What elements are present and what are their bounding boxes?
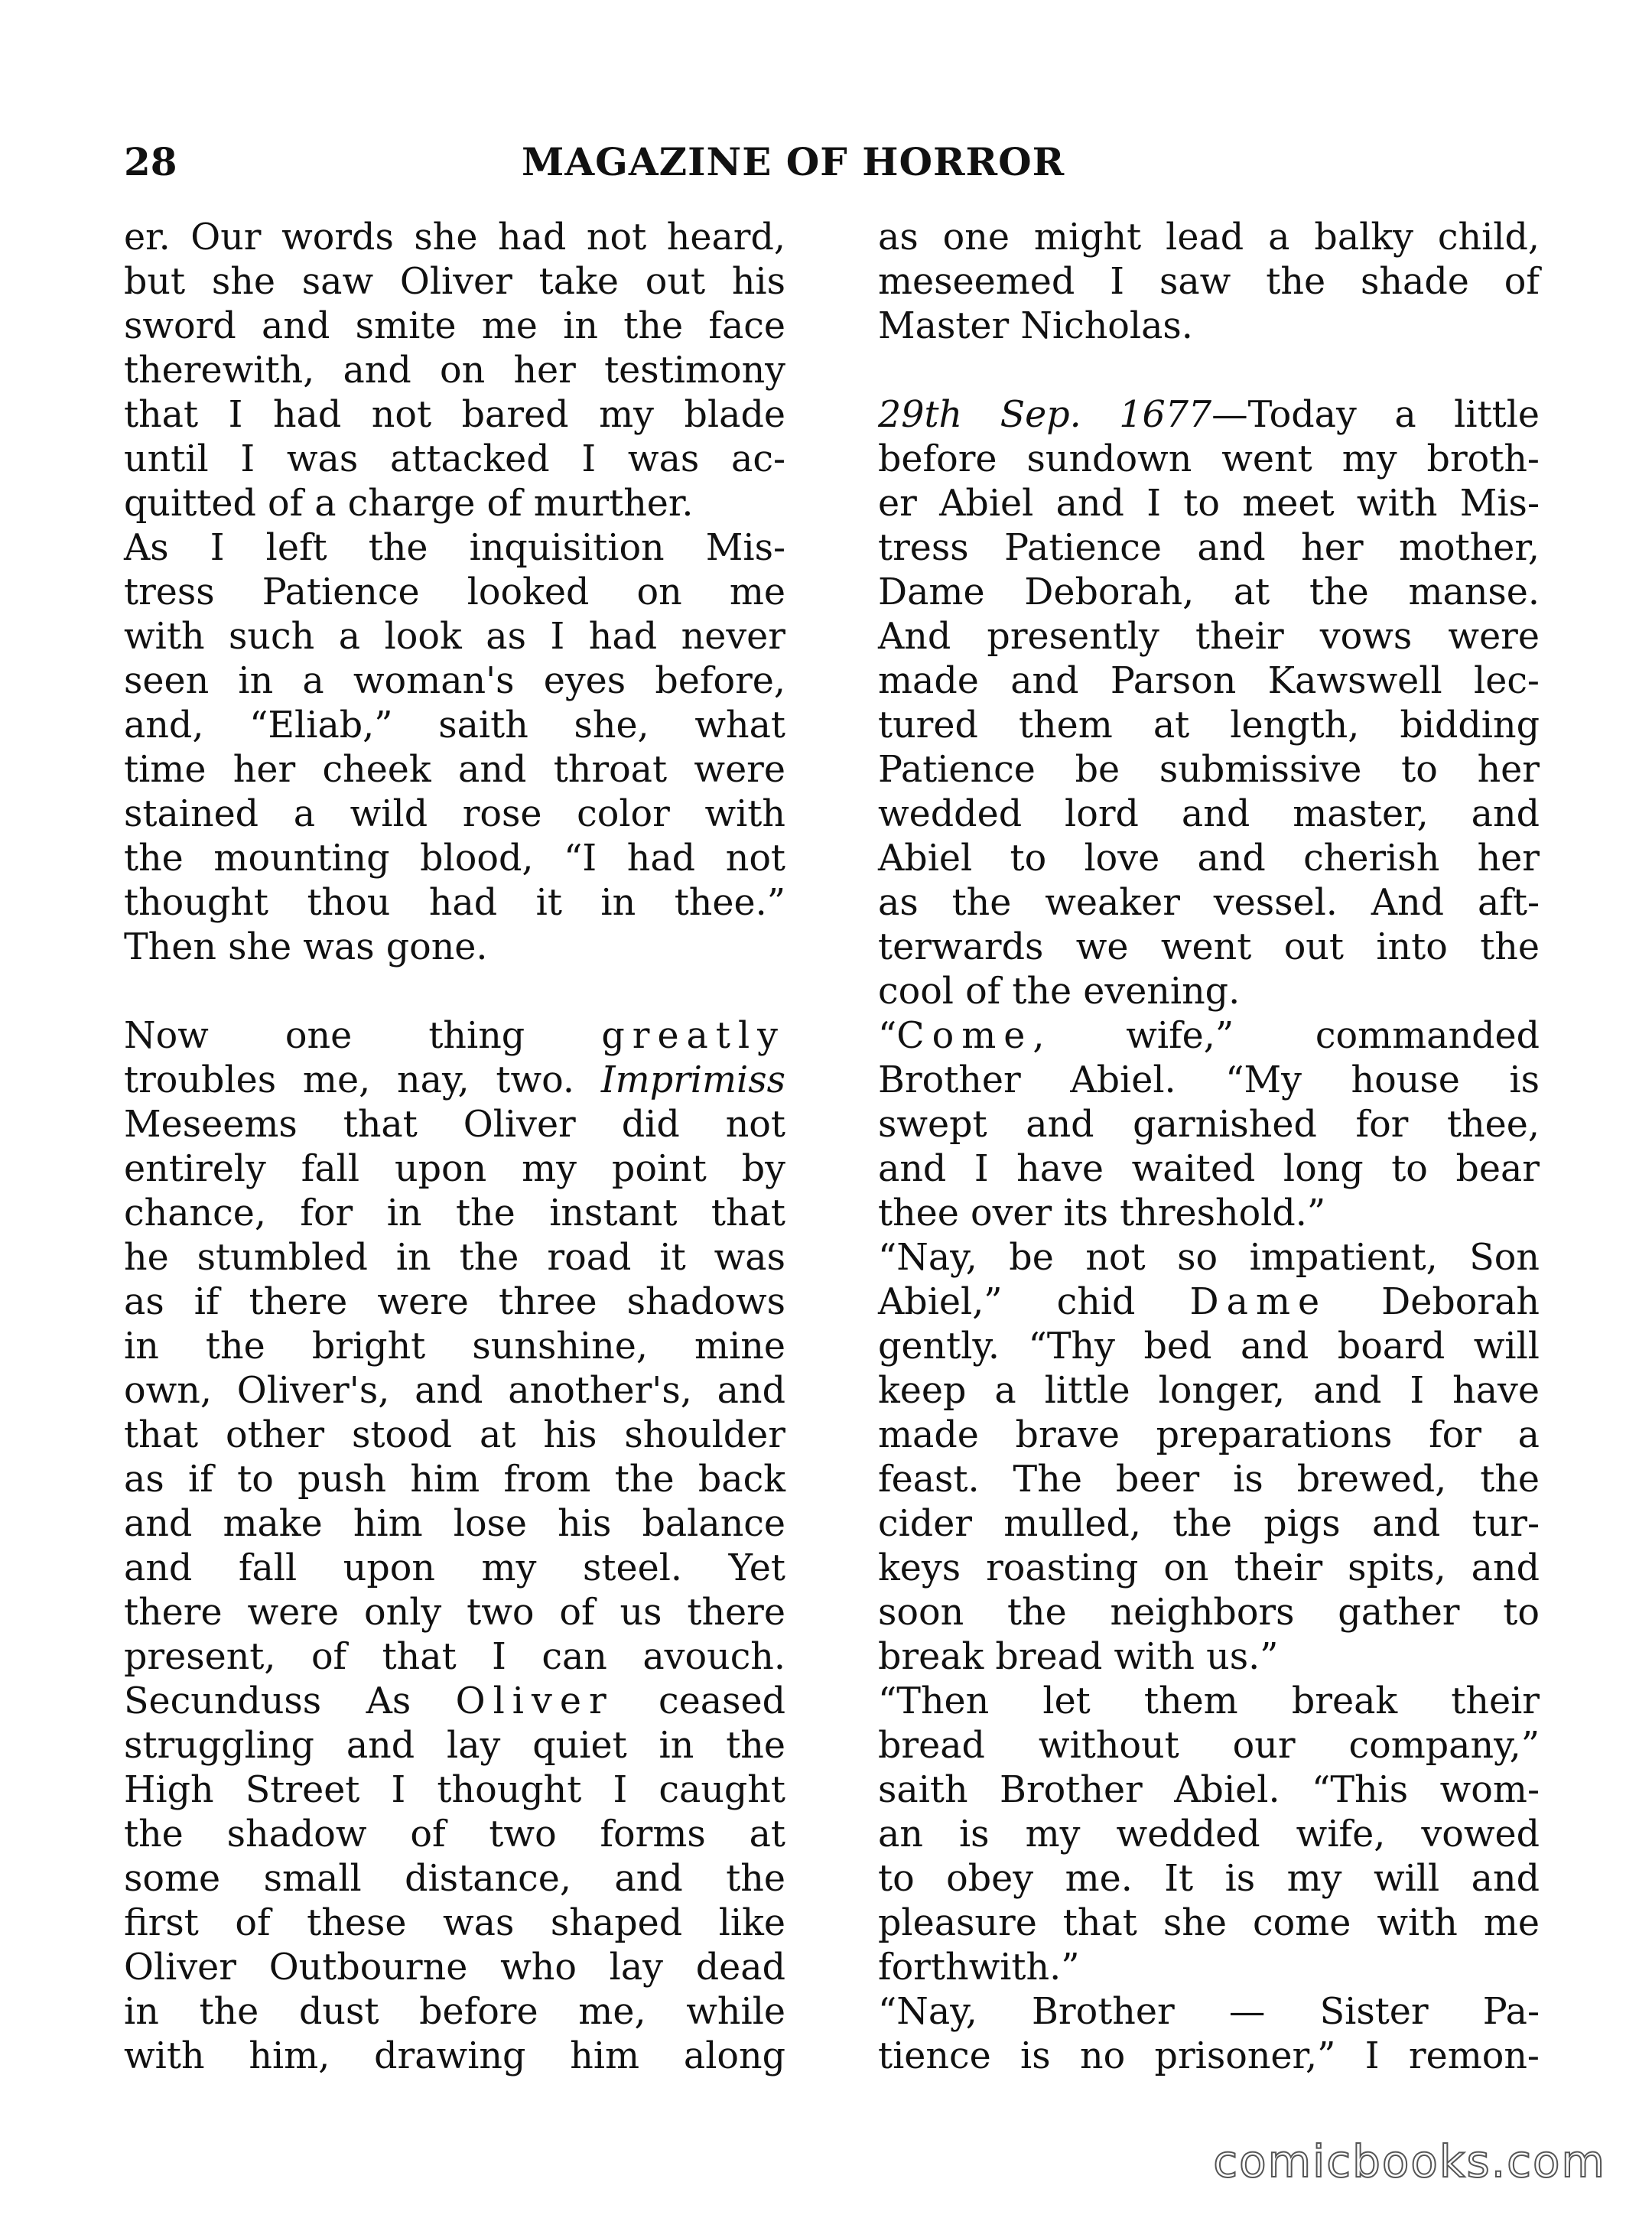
text-line: keep a little longer, and I have [878,1370,1540,1412]
text-line: cool of the evening. [878,971,1241,1013]
text-line: keys roasting on their spits, and [878,1547,1540,1589]
text-line: an is my wedded wife, vowed [878,1813,1540,1855]
text-line: that I had not bared my blade [124,394,785,436]
text-line: terwards we went out into the [878,926,1540,968]
text-line: Oliver Outbourne who lay dead [124,1946,785,1989]
text-line: and, “Eliab,” saith she, what [124,704,785,746]
text-line: Meseems that Oliver did not [124,1104,785,1146]
text-line: he stumbled in the road it was [124,1237,785,1279]
text-line: the mounting blood, “I had not [124,837,785,880]
text-line: present, of that I can avouch. [124,1636,785,1678]
watermark-logo: comicbooks.com [1213,2135,1606,2187]
text-line: therewith, and on her testimony [124,350,785,392]
text-line: “Nay, be not so impatient, Son [878,1237,1540,1279]
text-line: 29th Sep. 1677—Today a little [878,394,1540,436]
text-line: Now one thing greatly [124,1015,785,1057]
text-line: made brave preparations for a [878,1414,1540,1456]
text-line: before sundown went my broth- [878,438,1540,480]
text-line: gently. “Thy bed and board will [878,1325,1540,1368]
text-line: as if there were three shadows [124,1281,785,1323]
text-line: er. Our words she had not heard, [124,216,785,259]
text-line: Patience be submissive to her [878,749,1540,791]
text-line: Abiel,” chid Dame Deborah [878,1281,1540,1323]
text-line: quitted of a charge of murther. [124,483,694,525]
text-line: thee over its threshold.” [878,1192,1326,1234]
text-line: as the weaker vessel. And aft- [878,882,1540,924]
running-title: MAGAZINE OF HORROR [522,139,1065,184]
text-line: to obey me. It is my will and [878,1858,1540,1900]
text-line: in the bright sunshine, mine [124,1325,785,1368]
text-line: break bread with us.” [878,1636,1279,1678]
text-line: first of these was shaped like [124,1902,785,1944]
text-line [124,970,785,1014]
text-line: tress Patience and her mother, [878,527,1540,569]
text-line: And presently their vows were [878,616,1540,658]
text-line: struggling and lay quiet in the [124,1725,785,1767]
text-line: “Come, wife,” commanded [878,1015,1540,1057]
text-line: time her cheek and throat were [124,749,785,791]
text-line: Master Nicholas. [878,305,1193,347]
text-line: thought thou had it in thee.” [124,882,785,924]
text-line: the shadow of two forms at [124,1813,785,1855]
text-line: until I was attacked I was ac- [124,438,785,480]
text-line: tured them at length, bidding [878,704,1540,746]
text-line: cider mulled, the pigs and tur- [878,1503,1540,1545]
text-line: some small distance, and the [124,1858,785,1900]
text-line: with such a look as I had never [124,616,785,658]
text-line: and fall upon my steel. Yet [124,1547,785,1589]
text-line: bread without our company,” [878,1725,1540,1767]
text-line: and I have waited long to bear [878,1148,1540,1190]
text-line: that other stood at his shoulder [124,1414,785,1456]
text-line: seen in a woman's eyes before, [124,660,785,702]
text-line: swept and garnished for thee, [878,1104,1540,1146]
text-line: “Then let them break their [878,1680,1540,1722]
text-line: sword and smite me in the face [124,305,785,347]
text-line: pleasure that she come with me [878,1902,1540,1944]
page-header [124,132,1553,193]
text-line: As I left the inquisition Mis- [124,527,785,569]
text-line: soon the neighbors gather to [878,1592,1540,1634]
text-line: there were only two of us there [124,1592,785,1634]
text-line: saith Brother Abiel. “This wom- [878,1769,1540,1811]
text-line: as if to push him from the back [124,1459,785,1501]
text-line: Then she was gone. [124,926,488,968]
text-line: tress Patience looked on me [124,571,785,613]
text-line: er Abiel and I to meet with Mis- [878,483,1540,525]
text-line: Dame Deborah, at the manse. [878,571,1540,613]
text-line [878,349,1540,393]
text-line: “Nay, Brother — Sister Pa- [878,1991,1540,2033]
text-line: tience is no prisoner,” I remon- [878,2035,1540,2077]
text-line: in the dust before me, while [124,1991,785,2033]
text-line: but she saw Oliver take out his [124,261,785,303]
text-line: as one might lead a balky child, [878,216,1540,259]
right-text-column [878,216,1540,2079]
text-line: Secunduss As Oliver ceased [124,1680,785,1722]
text-line: feast. The beer is brewed, the [878,1459,1540,1501]
text-line: chance, for in the instant that [124,1192,785,1234]
text-line: and make him lose his balance [124,1503,785,1545]
text-line: own, Oliver's, and another's, and [124,1370,785,1412]
text-line: Abiel to love and cherish her [878,837,1540,880]
text-line: Brother Abiel. “My house is [878,1059,1540,1101]
text-line: stained a wild rose color with [124,793,785,835]
page-number: 28 [124,139,177,184]
text-line: entirely fall upon my point by [124,1148,785,1190]
text-line: troubles me, nay, two. Imprimiss [124,1059,785,1101]
text-line: wedded lord and master, and [878,793,1540,835]
text-line: meseemed I saw the shade of [878,261,1540,303]
text-line: made and Parson Kawswell lec- [878,660,1540,702]
text-line: High Street I thought I caught [124,1769,785,1811]
text-line: forthwith.” [878,1946,1080,1989]
left-text-column [124,216,785,2079]
text-line: with him, drawing him along [124,2035,785,2077]
